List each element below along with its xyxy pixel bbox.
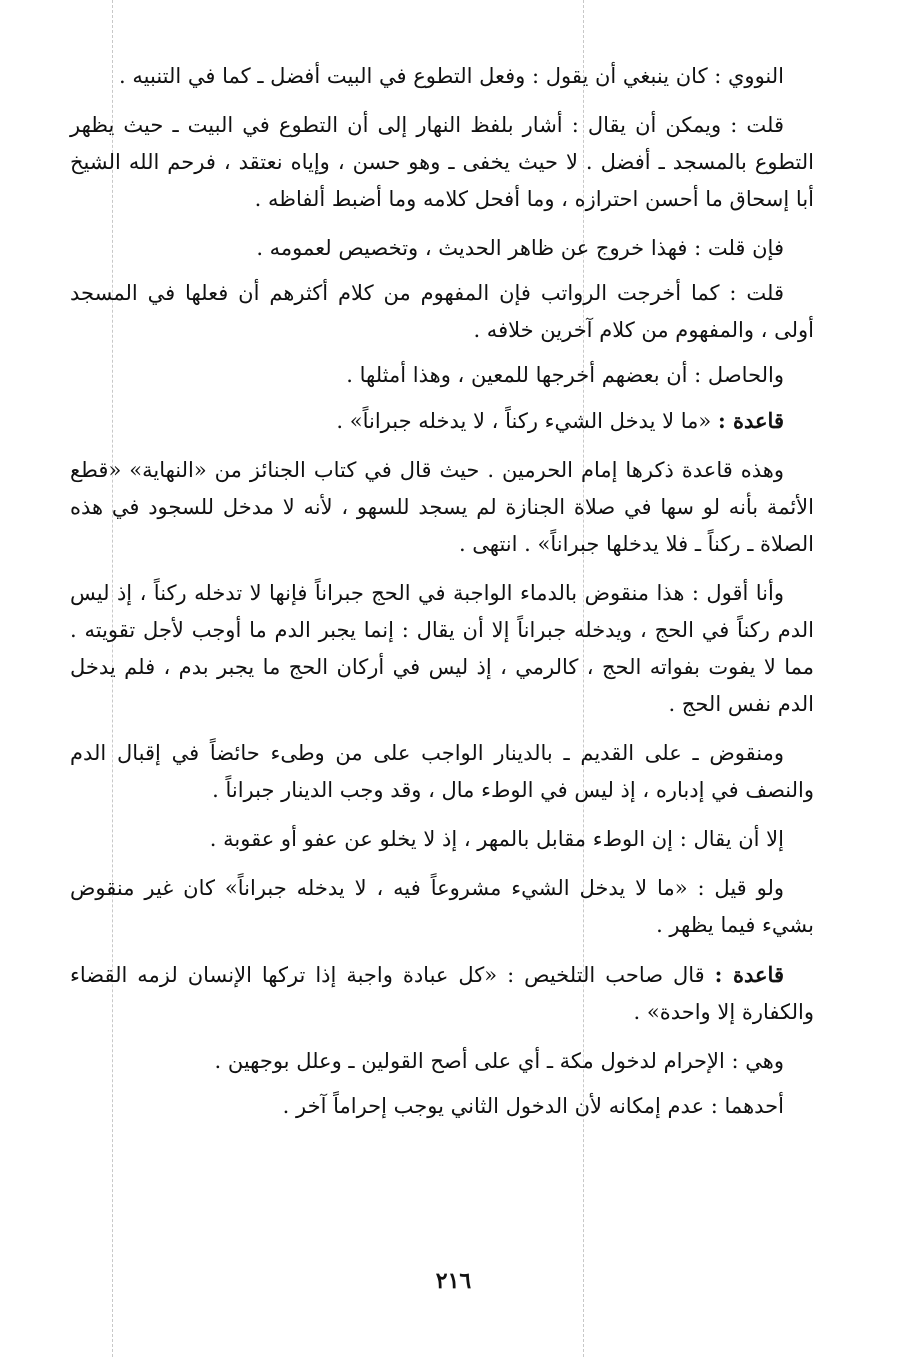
rule-label: قاعدة : <box>717 408 784 433</box>
rule-text: «ما لا يدخل الشيء ركناً ، لا يدخله جبراناً» . <box>336 409 712 433</box>
paragraph: فإن قلت : فهذا خروج عن ظاهر الحديث ، وتخصيص لعمومه . <box>256 236 784 260</box>
paragraph: والحاصل : أن بعضهم أخرجها للمعين ، وهذا أمثلها . <box>346 363 784 387</box>
paragraph: إلا أن يقال : إن الوطء مقابل بالمهر ، إذ لا يخلو عن عفو أو عقوبة . <box>209 827 784 851</box>
paragraph: قلت : ويمكن أن يقال : أشار بلفظ النهار إلى أن التطوع في البيت ـ حيث يظهر التطوع بالمسجد ـ أفضل . لا حيث يخفى ـ وهو حسن ، وإياه نعتقد ، فرحم الله الشيخ أبا إسحاق ما أحسن احترازه ، وما أفحل كلامه وما أضبط ألفاظه . <box>70 113 814 211</box>
paragraph: أحدهما : عدم إمكانه لأن الدخول الثاني يوجب إحراماً آخر . <box>282 1094 784 1118</box>
paragraph: وهذه قاعدة ذكرها إمام الحرمين . حيث قال في كتاب الجنائز من «النهاية» «قطع الأئمة بأنه لو سها في صلاة الجنازة لم يسجد للسهو ، لأنه لا مدخل للسجود في هذه الصلاة ـ ركناً ـ فلا يدخلها جبراناً» . انتهى . <box>70 458 814 556</box>
rule-text: قال صاحب التلخيص : «كل عبادة واجبة إذا تركها الإنسان لزمه القضاء والكفارة إلا واحدة» . <box>70 963 814 1024</box>
rule-paragraph <box>70 956 814 1031</box>
rule-label: قاعدة : <box>714 962 784 987</box>
paragraph: وهي : الإحرام لدخول مكة ـ أي على أصح القولين ـ وعلل بوجهين . <box>214 1049 784 1073</box>
paragraph: النووي : كان ينبغي أن يقول : وفعل التطوع في البيت أفضل ـ كما في التنبيه . <box>119 64 784 88</box>
page-number: ٢١٦ <box>435 1268 472 1294</box>
paragraph: ومنقوض ـ على القديم ـ بالدينار الواجب على من وطىء حائضاً في إقبال الدم والنصف في إدباره ، إذ ليس في الوطء مال ، وقد وجب الدينار جبراناً . <box>70 741 814 802</box>
paragraph: قلت : كما أخرجت الرواتب فإن المفهوم من كلام أكثرهم أن فعلها في المسجد أولى ، والمفهوم من كلام آخرين خلافه . <box>70 281 814 342</box>
page-body <box>70 58 814 1133</box>
paragraph: وأنا أقول : هذا منقوض بالدماء الواجبة في الحج جبراناً فإنها لا تدخله ركناً ، إذ ليس الدم ركناً في الحج ، ويدخله جبراناً إلا أن يقال : إنما يجبر الدم ما أوجب لأجل تقويته . مما لا يفوت بفواته الحج ، كالرمي ، إذ ليس في أركان الحج ما يجبر بدم ، فلم يدخل الدم نفس الحج . <box>70 581 814 716</box>
rule-paragraph <box>70 402 814 440</box>
paragraph: ولو قيل : «ما لا يدخل الشيء مشروعاً فيه ، لا يدخله جبراناً» كان غير منقوض بشيء فيما يظهر . <box>70 876 814 937</box>
